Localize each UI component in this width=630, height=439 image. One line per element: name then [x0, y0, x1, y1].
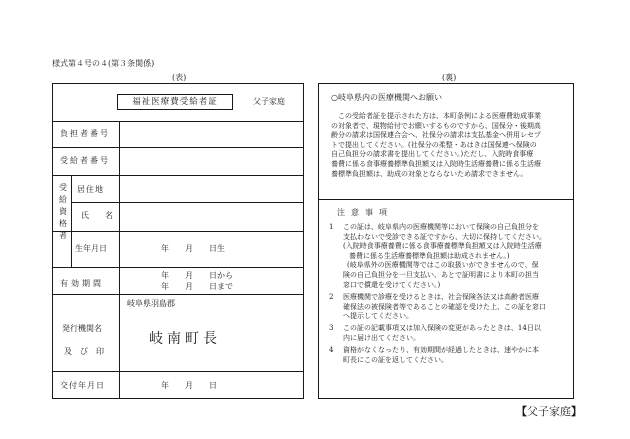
back-side-label: (裏) [442, 73, 457, 82]
issue-date-label: 交付年月日 [60, 381, 105, 390]
name-label: 氏 名 [81, 211, 113, 220]
certificate-category: 父子家庭 [253, 97, 285, 106]
note-4: 4 資格がなくなったり、有効期間が経過したときは、速やかに本 町長にこの証を返してください。 [329, 346, 539, 364]
stamp-label: 【父子家庭】 [516, 405, 582, 418]
valid-from-value: 年 月 日から [161, 271, 233, 280]
certificate-title: 福祉医療費受給者証 [117, 94, 233, 110]
note-2: 2 医療機関で診療を受けるときは、社会保険各法又は高齢者医療 確保法の被保険者等であることの確認を受けた上、この証を窓口 へ提示してください。 [329, 293, 546, 321]
certificate-back [318, 83, 574, 399]
form-number: 様式第４号の４(第３条関係) [52, 59, 155, 68]
birth-date-value: 年 月 日生 [161, 244, 225, 253]
recipient-number-label: 受給者番号 [60, 156, 110, 165]
certificate-front [52, 83, 304, 399]
back-intro: この受給者証を提示された方は、本町条例による医療費助成事業 の対象者で、現物給付でお願いするものですから、国保分・後期高 齢分の請求は国保連合会へ、社保分の請求は支払基金へ併用レセプ トで提出してください。(社保分の柔整・あはきは国保連へ保険の 自己負担分の請求書を提出してください。)ただし、入院時食事療 養費に係る食事療養標準負担額又は入院時生活療養費に係る生活療 養標準負担額は、助成の対象とならないため請求できません。 [331, 112, 541, 178]
address-label: 居住地 [77, 185, 104, 194]
front-side-label: (表) [172, 73, 187, 82]
birth-date-label: 生年月日 [75, 244, 107, 253]
issuer-prefecture: 岐阜県羽島郡 [127, 299, 175, 308]
valid-to-value: 年 月 日まで [161, 282, 233, 291]
issuer-label: 発行機関名 [62, 324, 102, 333]
valid-period-label: 有効期間 [60, 279, 104, 288]
seal-label: 及 び 印 [64, 347, 104, 356]
note-1: 1 この証は、岐阜県内の医療機関等において保険の自己負担分を 支払わないで受診できる証ですから、大切に保持してください。 (入院時食事療養費に係る食事療養標準負担額又は入院時生活療 養費に係る生活療養標準負担額は助成されません。) (岐阜県外の医療機関等ではこの取扱いができませんので、保 険の自己負担分を一旦支払い、あとで証明書により本町の担当 窓口で償還を受けてください。) [329, 223, 546, 289]
burden-number-label: 負担者番号 [60, 129, 110, 138]
issuer-name: 岐南町長 [149, 331, 221, 347]
qualified-person-label: 受給資格者 [59, 183, 67, 240]
back-heading: ○岐阜県内の医療機関へお願い [331, 93, 442, 102]
notes-title: 注意事項 [337, 208, 393, 217]
issue-date-value: 年 月 日 [161, 381, 217, 390]
note-3: 3 この証の記載事項又は加入保険の変更があったときは、14日以 内に届け出てください。 [329, 324, 541, 342]
